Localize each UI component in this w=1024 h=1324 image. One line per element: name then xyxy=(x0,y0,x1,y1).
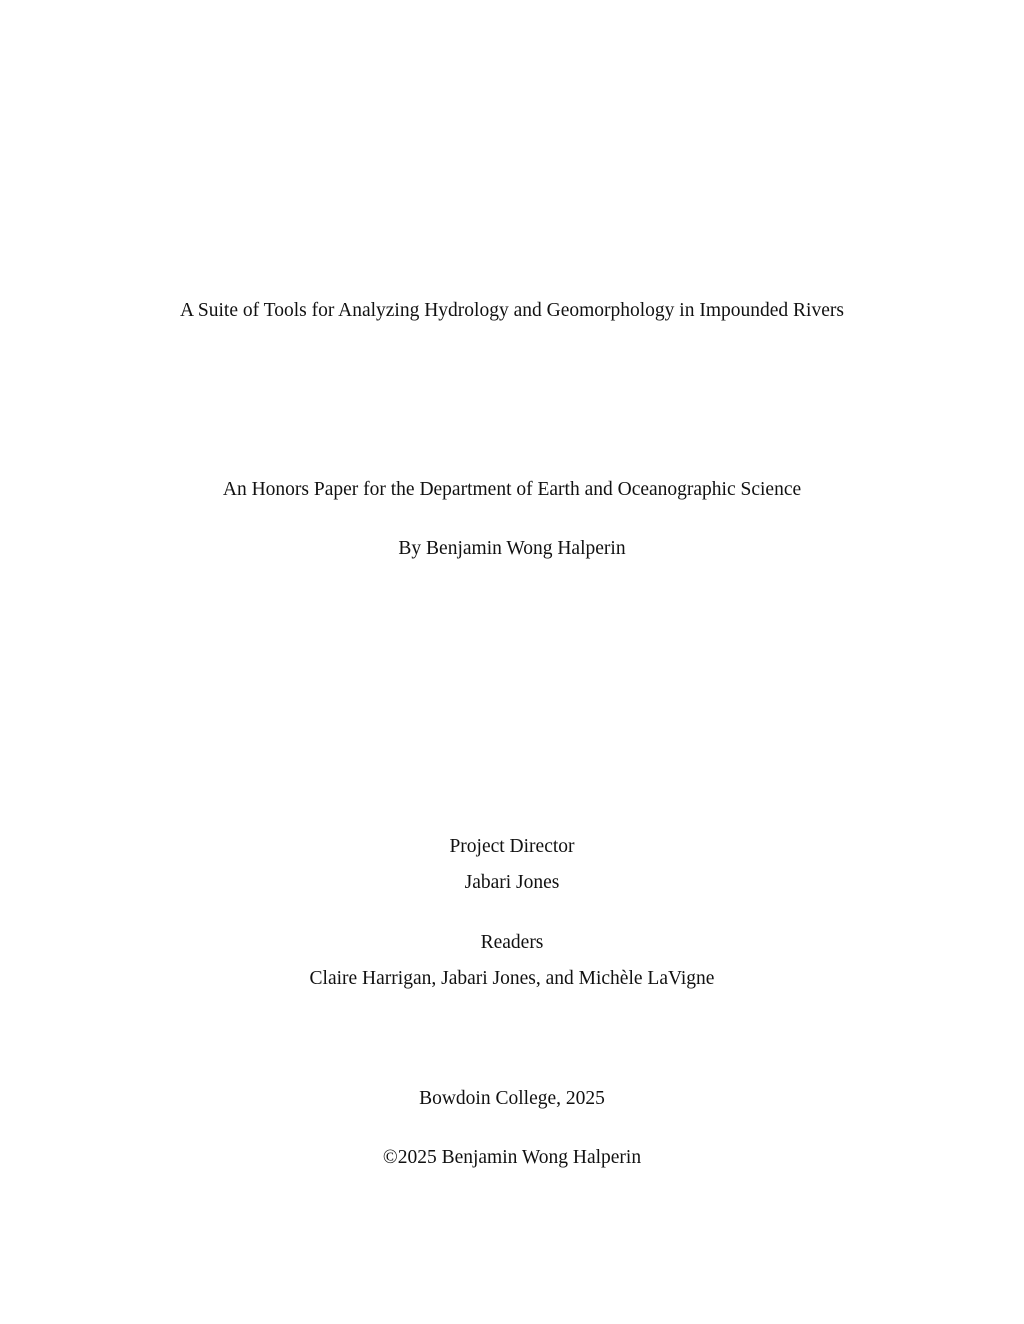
project-director-label: Project Director xyxy=(449,836,575,857)
institution-line: Bowdoin College, 2025 xyxy=(419,1088,605,1109)
author-line: By Benjamin Wong Halperin xyxy=(398,538,626,559)
paper-title: A Suite of Tools for Analyzing Hydrology and Geomorphology in Impounded Rivers xyxy=(180,300,844,321)
project-director-name: Jabari Jones xyxy=(464,872,560,893)
readers-label: Readers xyxy=(480,932,544,953)
paper-subtitle: An Honors Paper for the Department of Earth and Oceanographic Science xyxy=(222,479,802,500)
copyright-line: ©2025 Benjamin Wong Halperin xyxy=(382,1147,642,1168)
readers-names: Claire Harrigan, Jabari Jones, and Michèle LaVigne xyxy=(309,968,715,989)
